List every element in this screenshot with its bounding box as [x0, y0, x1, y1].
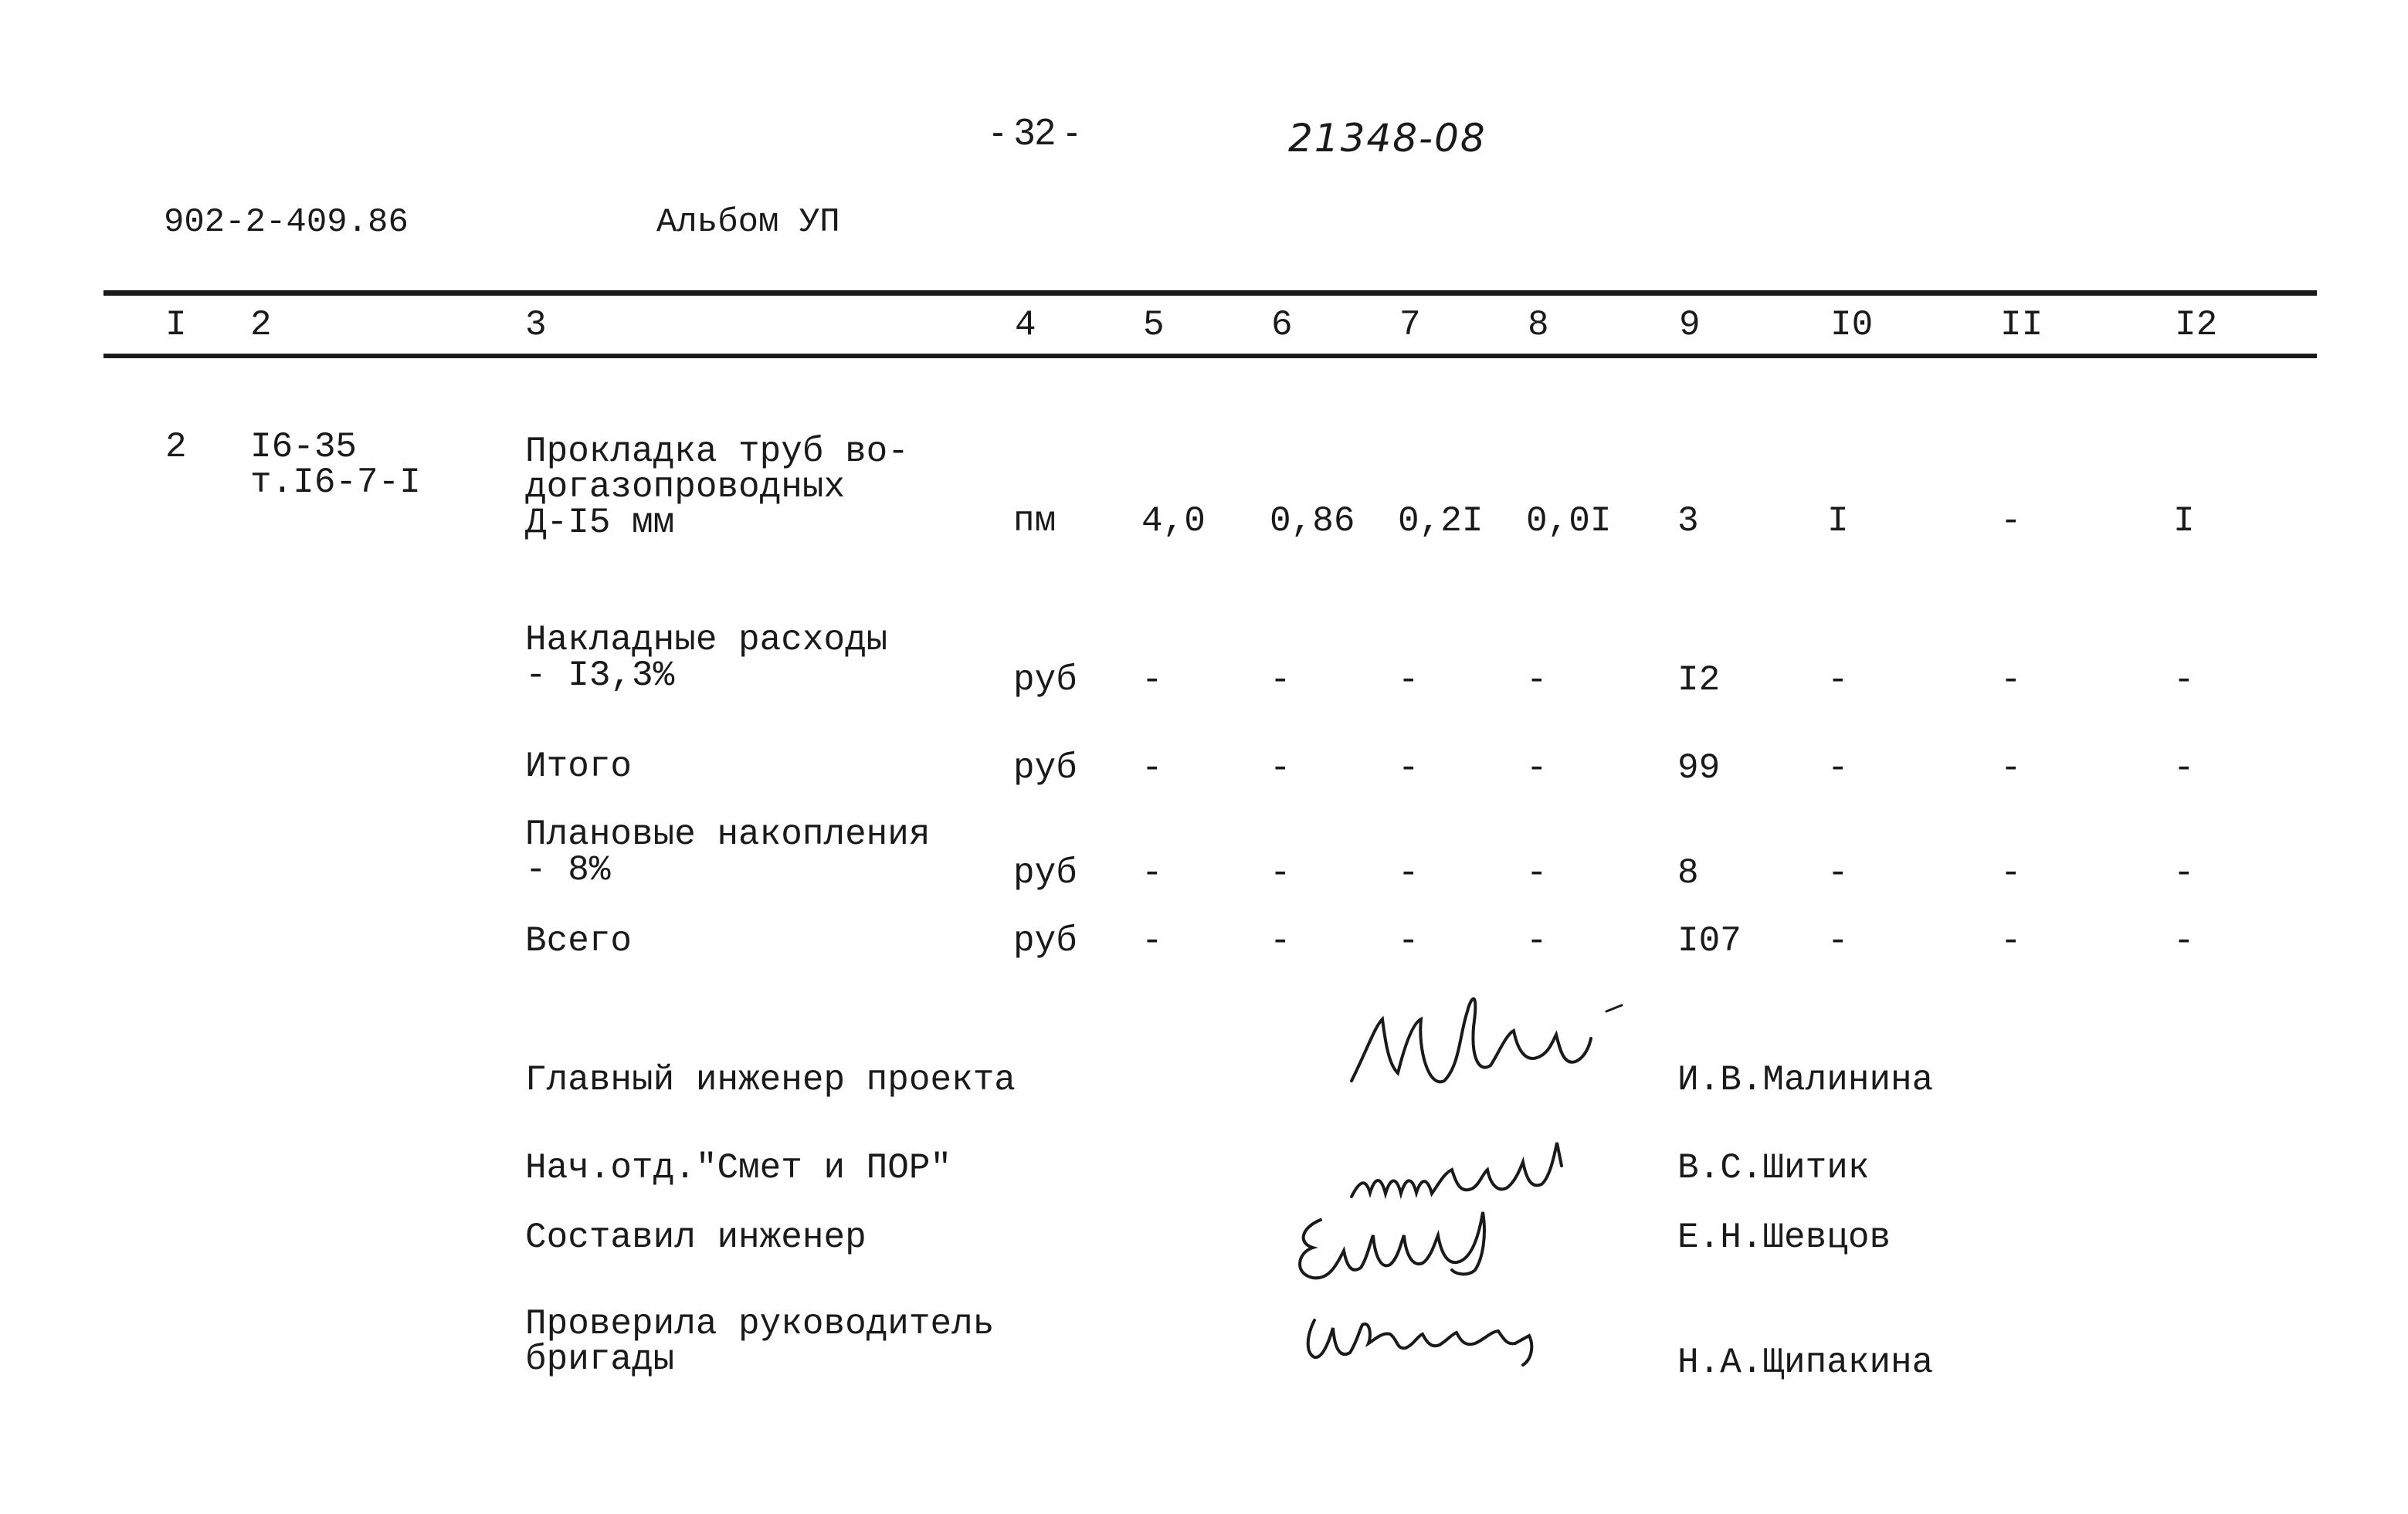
cell: - [2000, 660, 2022, 700]
signature-name: И.В.Малинина [1677, 1060, 1934, 1100]
row-unit: руб [1013, 660, 1077, 700]
table-top-rule [103, 290, 2317, 296]
cell: - [2173, 853, 2195, 893]
row-unit: руб [1013, 748, 1077, 788]
column-header: 4 [1015, 305, 1036, 345]
table-header-rule [103, 354, 2317, 358]
page-number: - 32 - [992, 112, 1079, 153]
column-header: I2 [2175, 305, 2218, 345]
document-number: 21348-08 [1288, 116, 1487, 161]
cell: - [1827, 660, 1849, 700]
cell: - [1526, 748, 1548, 788]
cell: - [1398, 660, 1419, 700]
column-header: 9 [1679, 305, 1701, 345]
cell: - [2000, 853, 2022, 893]
cell: - [1398, 921, 1419, 961]
cell: - [1270, 660, 1291, 700]
cell: - [1827, 853, 1849, 893]
cell: - [1827, 748, 1849, 788]
column-header: 6 [1271, 305, 1293, 345]
cell: - [2173, 748, 2195, 788]
row-label: Итого [525, 747, 633, 787]
cell: - [2000, 748, 2022, 788]
cell: I07 [1677, 921, 1742, 961]
row-label: Накладные расходы - I3,3% [525, 620, 888, 696]
column-header: 7 [1399, 305, 1421, 345]
cell: - [1141, 921, 1163, 961]
handwritten-signature [1297, 1297, 1560, 1374]
handwritten-signature [1290, 1197, 1521, 1289]
cell: - [1827, 921, 1849, 961]
signature-role: Главный инженер проекта [525, 1060, 1016, 1100]
signature-role: Нач.отд."Смет и ПОР" [525, 1148, 952, 1188]
cell: I [1827, 501, 1849, 541]
column-header: 2 [250, 305, 272, 345]
item-unit: пм [1013, 501, 1056, 541]
item-code: I6-35 т.I6-7-I [250, 427, 421, 503]
signature-role: Составил инженер [525, 1218, 867, 1258]
item-description: Прокладка труб во- догазопроводных Д-I5 мм [525, 432, 909, 543]
cell: - [1526, 921, 1548, 961]
signature-name: Е.Н.Шевцов [1677, 1218, 1891, 1258]
cell: 8 [1677, 853, 1699, 893]
cell: - [1141, 853, 1163, 893]
cell: - [1141, 660, 1163, 700]
album-title: Альбом УП [656, 203, 840, 242]
cell: - [1270, 921, 1291, 961]
column-header: 5 [1143, 305, 1165, 345]
column-header: I0 [1830, 305, 1874, 345]
row-unit: руб [1013, 921, 1077, 961]
cell: - [1398, 853, 1419, 893]
cell: 0,2I [1398, 501, 1484, 541]
cell: I2 [1677, 660, 1721, 700]
cell: - [1270, 853, 1291, 893]
cell: - [2173, 921, 2195, 961]
cell: - [2000, 921, 2022, 961]
column-header: I [165, 305, 187, 345]
column-header: II [2000, 305, 2043, 345]
cell: 99 [1677, 748, 1721, 788]
cell: I [2173, 501, 2195, 541]
cell: - [2173, 660, 2195, 700]
column-header: 8 [1528, 305, 1549, 345]
row-unit: руб [1013, 853, 1077, 893]
cell: 0,0I [1526, 501, 1612, 541]
signature-name: Н.А.Щипакина [1677, 1343, 1934, 1383]
cell: - [1141, 748, 1163, 788]
cell: 4,0 [1141, 501, 1206, 541]
row-label: Всего [525, 921, 633, 961]
row-label: Плановые накопления - 8% [525, 815, 931, 890]
cell: 0,86 [1270, 501, 1355, 541]
signature-role: Проверила руководитель бригады [525, 1304, 995, 1380]
signature-name: В.С.Шитик [1677, 1148, 1870, 1188]
column-header: 3 [525, 305, 547, 345]
cell: - [1398, 748, 1419, 788]
cell: - [2000, 501, 2022, 541]
cell: 3 [1677, 501, 1699, 541]
cell: - [1526, 853, 1548, 893]
project-code: 902-2-409.86 [164, 203, 409, 242]
handwritten-signature [1344, 981, 1637, 1096]
item-number: 2 [165, 427, 187, 467]
cell: - [1526, 660, 1548, 700]
cell: - [1270, 748, 1291, 788]
